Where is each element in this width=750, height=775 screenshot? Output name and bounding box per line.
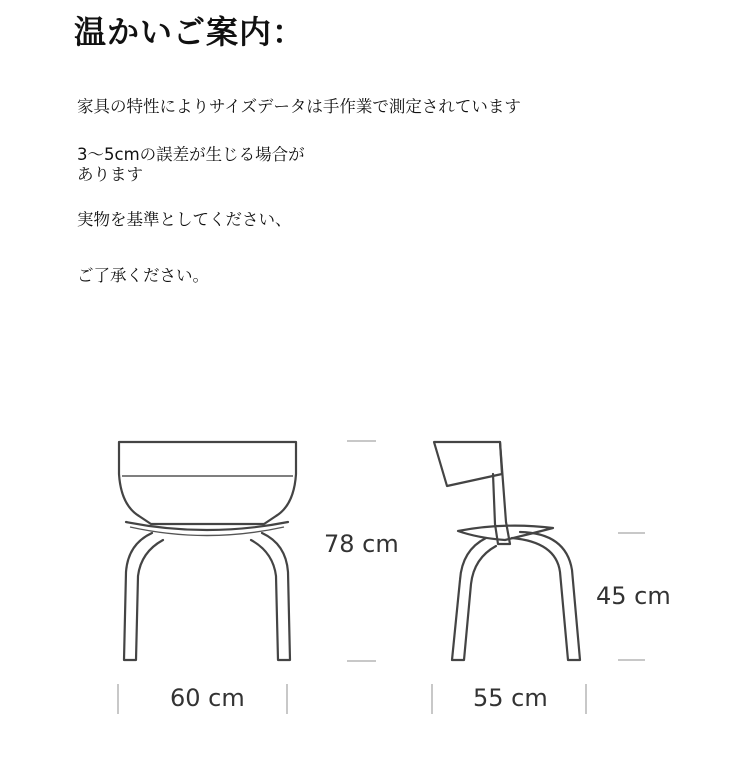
chair-front-view [119,442,296,660]
chair-side-view [434,442,580,660]
width-label: 60 cm [170,684,245,712]
notice-line-measurement: 家具の特性によりサイズデータは手作業で測定されています [77,97,521,116]
depth-label: 55 cm [473,684,548,712]
seat-height-label: 45 cm [596,582,671,610]
notice-line-error-margin: 3〜5cmの誤差が生じる場合が [77,145,305,164]
notice-line-error-margin-cont: あります [77,165,143,184]
notice-line-refer-actual: 実物を基準としてください、 [77,210,292,229]
dimension-guides [118,441,645,714]
notice-title: 温かいご案内： [74,13,306,51]
height-label: 78 cm [324,530,399,558]
notice-line-understanding: ご了承ください。 [77,266,209,285]
